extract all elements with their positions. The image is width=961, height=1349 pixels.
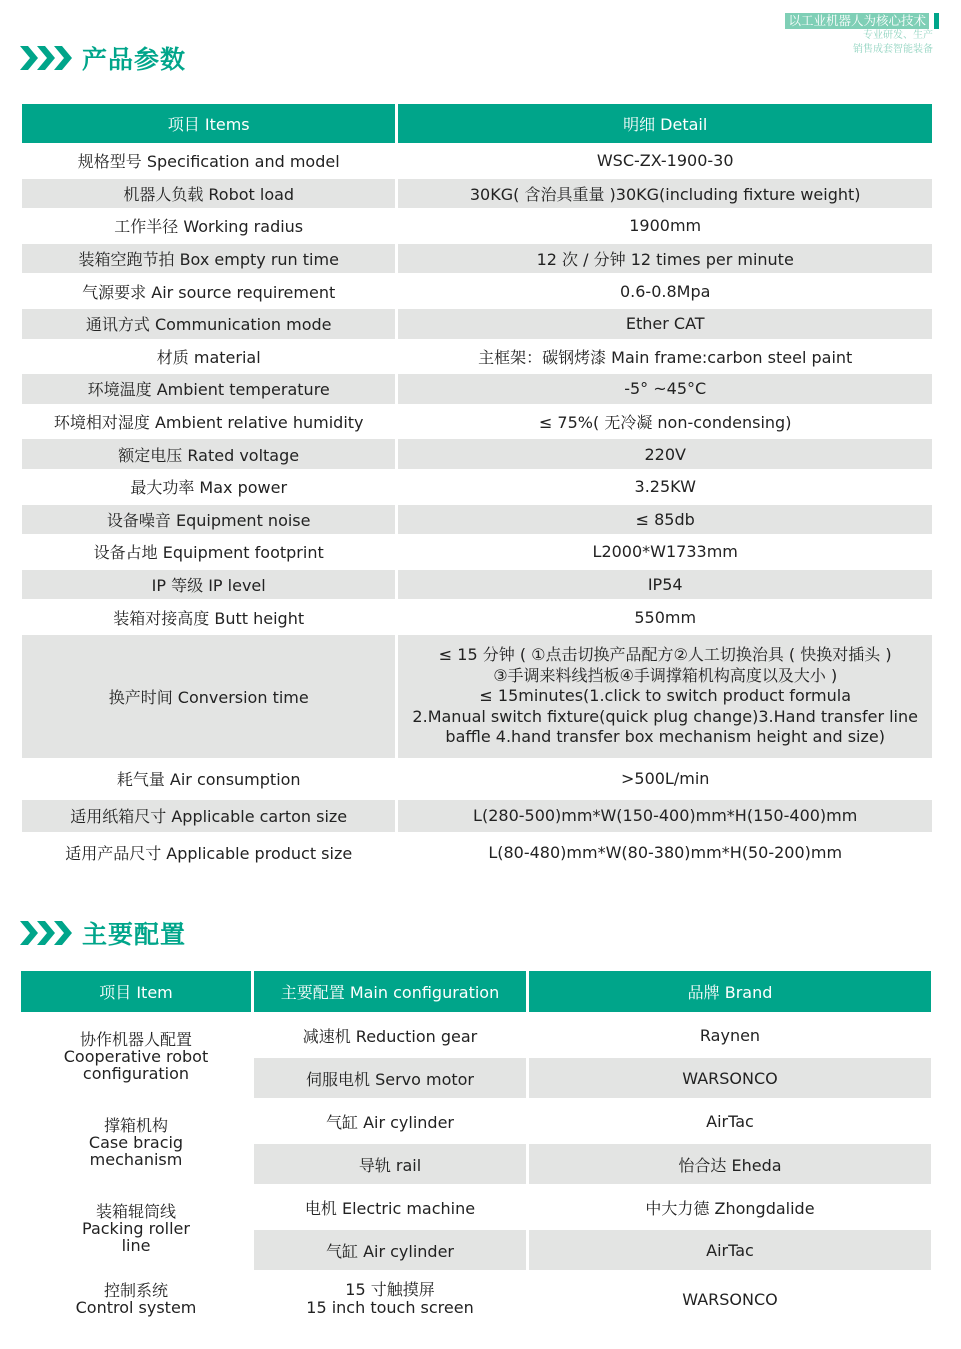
table-row xyxy=(22,537,932,567)
table-row xyxy=(22,505,932,535)
item-line: Case bracig xyxy=(88,1133,184,1152)
param-detail-cell: -5° ~45°C xyxy=(398,374,932,404)
config-name-cell: 气缸 Air cylinder xyxy=(254,1101,526,1141)
params-table xyxy=(19,101,935,873)
config-name-cell: 气缸 Air cylinder xyxy=(254,1230,526,1270)
param-item-cell: 适用产品尺寸 Applicable product size xyxy=(22,835,395,870)
param-detail-cell: 220V xyxy=(398,439,932,469)
param-item-cell: 通讯方式 Communication mode xyxy=(22,309,395,339)
param-item-cell: 机器人负载 Robot load xyxy=(22,179,395,209)
tagline-accent-bar xyxy=(934,13,939,29)
param-detail-cell: L2000*W1733mm xyxy=(398,537,932,567)
param-detail-cell: 12 次 / 分钟 12 times per minute xyxy=(398,244,932,274)
config-table xyxy=(18,968,934,1328)
param-item-cell: IP 等级 IP level xyxy=(22,570,395,600)
config-name-cell: 电机 Electric machine xyxy=(254,1187,526,1227)
table-row xyxy=(22,244,932,274)
param-detail-cell: Ether CAT xyxy=(398,309,932,339)
table-row xyxy=(22,211,932,241)
config-item-cell xyxy=(21,1187,251,1270)
config-item-cell xyxy=(21,1101,251,1184)
table-row xyxy=(22,761,932,797)
column-header-brand: 品牌 Brand xyxy=(529,971,931,1012)
table-row xyxy=(22,635,932,758)
detail-line: baffle 4.hand transfer box mechanism height and size) xyxy=(445,727,885,747)
param-detail-cell: WSC-ZX-1900-30 xyxy=(398,146,932,176)
config-line: 15 寸触摸屏 xyxy=(345,1280,435,1299)
table-row xyxy=(22,439,932,469)
item-line: line xyxy=(121,1236,151,1255)
param-item-cell: 适用纸箱尺寸 Applicable carton size xyxy=(22,800,395,832)
config-name-cell xyxy=(254,1273,526,1325)
param-detail-cell: 主框架：碳钢烤漆 Main frame:carbon steel paint xyxy=(398,342,932,372)
param-detail-cell: >500L/min xyxy=(398,761,932,797)
brand-cell: AirTac xyxy=(529,1101,931,1141)
column-header-items: 项目 Items xyxy=(22,104,395,143)
company-tagline xyxy=(785,10,939,57)
param-item-cell: 材质 material xyxy=(22,342,395,372)
table-row xyxy=(22,570,932,600)
item-line: 控制系统 xyxy=(103,1281,168,1300)
table-row xyxy=(22,146,932,176)
table-row xyxy=(22,407,932,437)
param-item-cell: 工作半径 Working radius xyxy=(22,211,395,241)
brand-cell: 怡合达 Eheda xyxy=(529,1144,931,1184)
param-detail-cell: 550mm xyxy=(398,602,932,632)
item-line: 协作机器人配置 xyxy=(79,1030,192,1049)
brand-cell: 中大力德 Zhongdalide xyxy=(529,1187,931,1227)
brand-cell: WARSONCO xyxy=(529,1273,931,1325)
item-line: mechanism xyxy=(89,1150,183,1169)
param-item-cell: 设备噪音 Equipment noise xyxy=(22,505,395,535)
triple-chevron-right-icon xyxy=(20,44,74,72)
section-title-text: 产品参数 xyxy=(82,45,187,74)
param-detail-cell: 30KG( 含治具重量 )30KG(including fixture weight) xyxy=(398,179,932,209)
column-header-config: 主要配置 Main configuration xyxy=(254,971,526,1012)
tagline-sub1: 专业研发、生产 xyxy=(863,30,933,41)
param-item-cell: 耗气量 Air consumption xyxy=(22,761,395,797)
param-detail-cell: 0.6-0.8Mpa xyxy=(398,276,932,306)
param-detail-cell: 3.25KW xyxy=(398,472,932,502)
section-title-config xyxy=(20,915,186,951)
param-item-cell: 换产时间 Conversion time xyxy=(22,635,395,758)
param-item-cell: 环境温度 Ambient temperature xyxy=(22,374,395,404)
config-item-cell xyxy=(21,1015,251,1098)
param-item-cell: 气源要求 Air source requirement xyxy=(22,276,395,306)
table-row xyxy=(21,1101,931,1141)
table-row xyxy=(22,800,932,832)
triple-chevron-right-icon xyxy=(20,919,74,947)
section-title-params xyxy=(20,40,186,76)
param-item-cell: 环境相对湿度 Ambient relative humidity xyxy=(22,407,395,437)
table-row xyxy=(22,309,932,339)
section-title-text: 主要配置 xyxy=(82,920,187,949)
table-row xyxy=(21,1273,931,1325)
param-detail-cell: ≤ 85db xyxy=(398,505,932,535)
column-header-item: 项目 Item xyxy=(21,971,251,1012)
detail-line: 2.Manual switch fixture(quick plug change)3.Hand transfer line xyxy=(412,706,918,726)
param-detail-cell: 1900mm xyxy=(398,211,932,241)
config-name-cell: 导轨 rail xyxy=(254,1144,526,1184)
tagline-main: 以工业机器人为核心技术 xyxy=(785,13,929,29)
param-item-cell: 设备占地 Equipment footprint xyxy=(22,537,395,567)
config-name-cell: 伺服电机 Servo motor xyxy=(254,1058,526,1098)
table-row xyxy=(22,602,932,632)
brand-cell: WARSONCO xyxy=(529,1058,931,1098)
table-row xyxy=(22,835,932,870)
brand-cell: AirTac xyxy=(529,1230,931,1270)
table-row xyxy=(21,1187,931,1227)
detail-line: ③手调来料线挡板④手调撑箱机构高度以及大小 ) xyxy=(493,665,838,685)
param-item-cell: 装箱空跑节拍 Box empty run time xyxy=(22,244,395,274)
param-detail-cell: L(280-500)mm*W(150-400)mm*H(150-400)mm xyxy=(398,800,932,832)
item-line: 装箱辊筒线 xyxy=(95,1202,176,1221)
param-detail-cell: L(80-480)mm*W(80-380)mm*H(50-200)mm xyxy=(398,835,932,870)
config-item-cell xyxy=(21,1273,251,1325)
table-row xyxy=(22,276,932,306)
item-line: configuration xyxy=(82,1064,190,1083)
item-line: Cooperative robot xyxy=(63,1047,209,1066)
param-detail-cell: IP54 xyxy=(398,570,932,600)
table-row xyxy=(22,374,932,404)
param-item-cell: 规格型号 Specification and model xyxy=(22,146,395,176)
detail-line: ≤ 15 分钟 ( ①点击切换产品配方②人工切换治具 ( 快换对插头 ) xyxy=(438,645,892,665)
table-row xyxy=(22,179,932,209)
column-header-detail: 明细 Detail xyxy=(398,104,932,143)
detail-line: ≤ 15minutes(1.click to switch product formula xyxy=(479,686,851,706)
item-line: Control system xyxy=(75,1298,197,1317)
param-detail-cell: ≤ 75%( 无冷凝 non-condensing) xyxy=(398,407,932,437)
brand-cell: Raynen xyxy=(529,1015,931,1055)
param-item-cell: 装箱对接高度 Butt height xyxy=(22,602,395,632)
tagline-sub2: 销售成套智能装备 xyxy=(853,44,933,55)
config-name-cell: 减速机 Reduction gear xyxy=(254,1015,526,1055)
param-item-cell: 额定电压 Rated voltage xyxy=(22,439,395,469)
item-line: Packing roller xyxy=(82,1219,190,1238)
config-line: 15 inch touch screen xyxy=(306,1298,474,1317)
table-row xyxy=(22,342,932,372)
table-row xyxy=(21,1015,931,1055)
table-row xyxy=(22,472,932,502)
item-line: 撑箱机构 xyxy=(103,1116,168,1135)
param-detail-cell xyxy=(398,635,932,758)
param-item-cell: 最大功率 Max power xyxy=(22,472,395,502)
